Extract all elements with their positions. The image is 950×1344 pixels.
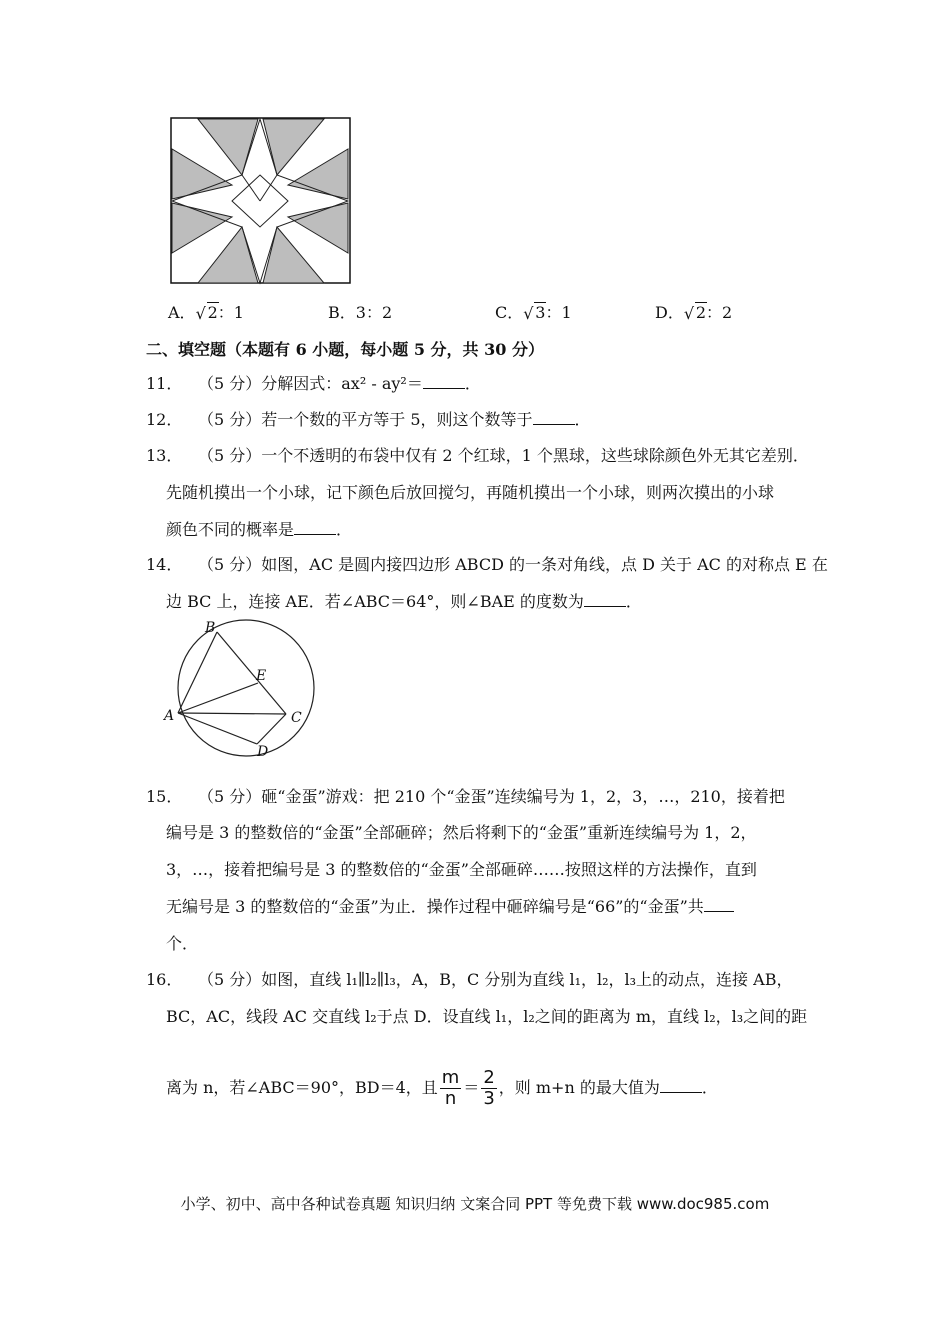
label-a: A [164, 708, 175, 724]
question-13 [146, 446, 809, 466]
question-number: 11． [146, 374, 183, 393]
question-15-line3: 3，…，接着把编号是 3 的整数倍的“金蛋”全部砸碎……按照这样的方法操作，直到 [166, 860, 757, 879]
answer-blank [704, 897, 734, 912]
option-a [168, 303, 244, 323]
question-number: 14． [146, 555, 183, 574]
equals-sign: ＝ [463, 1078, 480, 1097]
answer-blank [294, 520, 336, 535]
question-12 [146, 410, 591, 430]
radicand: 2 [695, 303, 707, 322]
question-text: 离为 n，若∠ABC＝90°，BD＝4，且 [166, 1078, 438, 1097]
section-heading: 二、填空题（本题有 6 小题，每小题 5 分，共 30 分） [146, 340, 544, 359]
answer-blank [423, 374, 465, 389]
question-text: （5 分）若一个数的平方等于 5，则这个数等于 [198, 410, 533, 429]
question-14-line2 [166, 592, 642, 612]
question-end: ． [574, 410, 591, 429]
question-number: 12． [146, 410, 183, 429]
question-text: 无编号是 3 的整数倍的“金蛋”为止．操作过程中砸碎编号是“66”的“金蛋”共 [166, 897, 704, 916]
option-rest: ：1 [217, 303, 244, 322]
label-c: C [291, 710, 302, 726]
question-15-line5: 个． [166, 934, 199, 953]
star-pattern-figure [170, 117, 352, 285]
option-c [495, 303, 572, 323]
label-e: E [256, 668, 267, 684]
answer-blank [584, 592, 626, 607]
question-16 [146, 970, 792, 990]
question-end: ． [336, 520, 353, 539]
option-letter: D． [655, 303, 684, 322]
label-b: B [205, 620, 216, 636]
sqrt-icon: √ 2 [195, 303, 218, 323]
question-number: 13． [146, 446, 183, 465]
page-footer: 小学、初中、高中各种试卷真题 知识归纳 文案合同 PPT 等免费下载 www.doc985.com [180, 1195, 770, 1213]
question-text: （5 分）分解因式：ax² - ay²＝ [198, 374, 423, 393]
question-13-line3 [166, 520, 352, 540]
label-d: D [257, 744, 269, 760]
option-letter: A． [168, 303, 196, 322]
radicand: 3 [535, 303, 546, 322]
question-15-line4 [166, 897, 734, 917]
fraction-denominator: n [444, 1088, 457, 1109]
radicand: 2 [207, 303, 218, 322]
answer-blank [660, 1078, 702, 1093]
question-text: 边 BC 上，连接 AE．若∠ABC＝64°，则∠BAE 的度数为 [166, 592, 584, 611]
sqrt-icon: √ 2 [683, 303, 707, 323]
question-13-line2: 先随机摸出一个小球，记下颜色后放回搅匀，再随机摸出一个小球，则两次摸出的小球 [166, 483, 775, 502]
question-16-line3 [166, 1068, 718, 1109]
option-rest: ：2 [706, 303, 733, 322]
question-text: （5 分）一个不透明的布袋中仅有 2 个红球，1 个黑球，这些球除颜色外无其它差别． [198, 446, 809, 465]
option-b [328, 303, 392, 323]
question-14 [146, 555, 828, 575]
question-text: ，则 m+n 的最大值为 [498, 1078, 660, 1097]
fraction-m-n [440, 1068, 462, 1109]
question-end: ． [625, 592, 642, 611]
question-text: （5 分）如图，AC 是圆内接四边形 ABCD 的一条对角线，点 D 关于 AC 的对称点 E 在 [198, 555, 828, 574]
circle-quadrilateral-figure [160, 618, 320, 760]
sqrt-icon: √ 3 [523, 303, 546, 323]
option-rest: ：1 [545, 303, 572, 322]
answer-blank [533, 410, 575, 425]
fraction-numerator: m [441, 1067, 460, 1088]
option-letter: C． [495, 303, 524, 322]
question-number: 15． [146, 787, 183, 806]
question-15 [146, 787, 785, 807]
question-11 [146, 374, 481, 394]
fraction-2-3 [481, 1068, 496, 1109]
question-16-line2: BC，AC，线段 AC 交直线 l₂于点 D．设直线 l₁，l₂之间的距离为 m，直线 l₂，l₃之间的距 [166, 1007, 808, 1026]
fraction-numerator: 2 [483, 1067, 495, 1088]
option-letter: B． [328, 303, 356, 322]
option-d [655, 303, 732, 323]
question-text: （5 分）如图，直线 l₁∥l₂∥l₃，A，B，C 分别为直线 l₁，l₂，l₃上的动点，连接 AB， [198, 970, 793, 989]
question-end: ． [464, 374, 481, 393]
question-end: ． [701, 1078, 718, 1097]
question-text: （5 分）砸“金蛋”游戏：把 210 个“金蛋”连续编号为 1，2，3，…，210，接着把 [198, 787, 785, 806]
fraction-denominator: 3 [483, 1088, 495, 1109]
option-rest: 3：2 [355, 303, 393, 322]
question-number: 16． [146, 970, 183, 989]
question-text: 颜色不同的概率是 [166, 520, 295, 539]
question-15-line2: 编号是 3 的整数倍的“金蛋”全部砸碎；然后将剩下的“金蛋”重新连续编号为 1，2， [166, 823, 757, 842]
